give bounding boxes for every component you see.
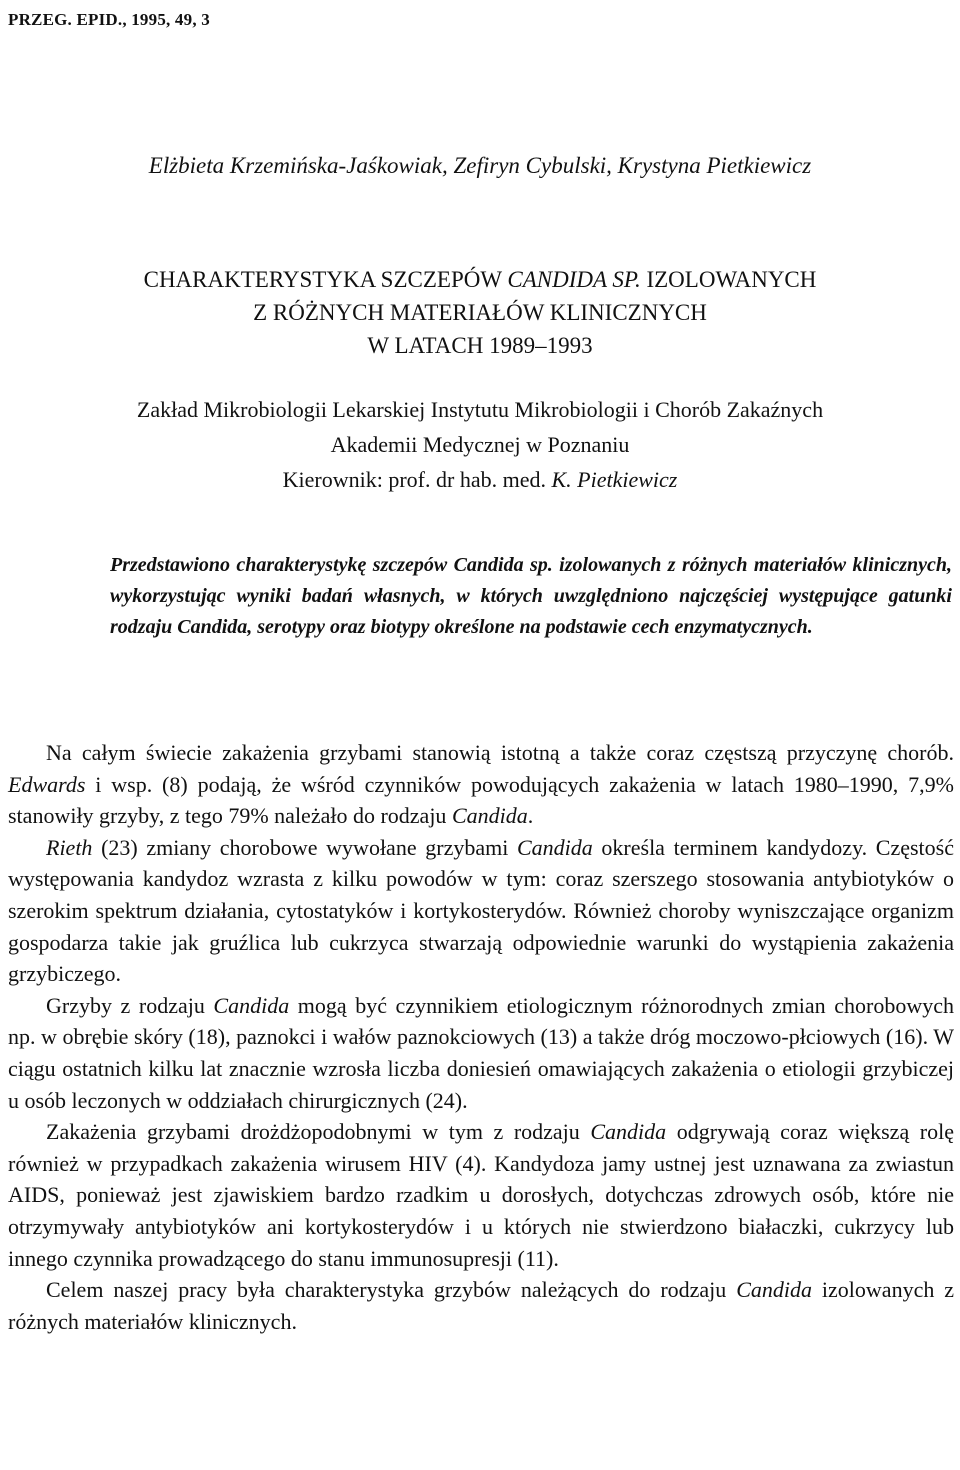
genus-name: Candida (451, 803, 528, 829)
text-run: mogą być czynnikiem etiologicznym różnorodnych zmian chorobowych np. w obrębie skóry (18), paznokci i wałów paznokciowych (13) a także dróg moczowo-płciowych (16). W ciągu ostatnich kilku lat znacznie wzrosła liczba doniesień omawiających zakażenia o etiologii grzybiczej u osób leczonych w oddziałach chirurgicznych (24). (8, 992, 954, 1113)
text-run: odgrywają coraz większą rolę również w przypadkach zakażenia wirusem HIV (4). Kandydoza jamy ustnej jest uznawana za zwiastun AIDS, ponieważ jest zjawiskiem bardzo rzadkim u dorosłych, dotychczas zdrowych osób, które nie otrzymywały antybiotyków ani kortykosterydów i u których nie stwierdzono białaczki, cukrzycy lub innego czynnika prowadzącego do stanu immunosupresji (11). (8, 1119, 954, 1271)
author-citation: Rieth (46, 834, 93, 860)
body-text (8, 737, 954, 1337)
article-title (0, 263, 960, 362)
text-run: . (527, 803, 534, 829)
text-run: Celem naszej pracy była charakterystyka grzybów należących do rodzaju (46, 1277, 737, 1303)
text-run: i wsp. (8) podają, że wśród czynników powodujących zakażenia w latach 1980–1990, 7,9% stanowiły grzyby, z tego 79% należało do rodzaju (8, 771, 954, 829)
affiliation-line-1: Zakład Mikrobiologii Lekarskiej Instytutu Mikrobiologii i Chorób Zakaźnych (136, 397, 824, 422)
genus-name: Candida (590, 1119, 667, 1145)
paragraph-5 (8, 1274, 954, 1337)
affiliation-line-3 (0, 462, 960, 497)
paragraph-2 (8, 832, 954, 990)
running-head: PRZEG. EPID., 1995, 49, 3 (8, 10, 210, 29)
title-line-3: W LATACH 1989–1993 (367, 333, 593, 358)
paragraph-3 (8, 990, 954, 1116)
author-citation: Edwards (8, 771, 86, 797)
title-genus: CANDIDA SP. (507, 267, 641, 292)
title-text: CHARAKTERYSTYKA SZCZEPÓW (143, 267, 508, 292)
text-run: Na całym świecie zakażenia grzybami stanowią istotną a także coraz częstszą przyczynę chorób. (46, 740, 954, 765)
text-run: określa terminem kandydozy. Częstość występowania kandydoz wzrasta z kilku powodów w tym: coraz szerszego stosowania antybiotyków o szerokim spektrum działania, cytostatyków i kortykosterydów. Również choroby wyniszczające organizm gospodarza takie jak gruźlica lub cukrzyca stwarzają odpowiednie warunki do wystąpienia zakażenia grzybiczego. (8, 834, 954, 987)
paragraph-4 (8, 1116, 954, 1274)
genus-name: Candida (516, 834, 593, 860)
authors: Elżbieta Krzemińska-Jaśkowiak, Zefiryn Cybulski, Krystyna Pietkiewicz (148, 153, 812, 178)
text-run: izolowanych z różnych materiałów klinicznych. (8, 1277, 955, 1334)
genus-name: Candida (213, 992, 290, 1018)
title-text: IZOLOWANYCH (640, 267, 817, 292)
abstract: Przedstawiono charakterystykę szczepów Candida sp. izolowanych z różnych materiałów klinicznych, wykorzystując wyniki badań własnych, w których uwzględniono najczęściej występujące gatunki rodzaju Candida, serotypy oraz biotypy określone na podstawie cech enzymatycznych. (110, 554, 952, 638)
text-run: Zakażenia grzybami drożdżopodobnymi w tym z rodzaju (46, 1119, 591, 1145)
title-line-2: Z RÓŻNYCH MATERIAŁÓW KLINICZNYCH (253, 300, 707, 325)
text-run: Grzyby z rodzaju (46, 992, 214, 1018)
head-label: Kierownik: prof. dr hab. med. (282, 467, 552, 492)
head-name: K. Pietkiewicz (551, 467, 678, 492)
paragraph-1 (8, 737, 954, 832)
text-run: (23) zmiany chorobowe wywołane grzybami (92, 834, 517, 860)
title-line-1 (0, 263, 960, 296)
affiliation (0, 392, 960, 497)
genus-name: Candida (736, 1277, 813, 1303)
affiliation-line-2: Akademii Medycznej w Poznaniu (330, 432, 630, 457)
